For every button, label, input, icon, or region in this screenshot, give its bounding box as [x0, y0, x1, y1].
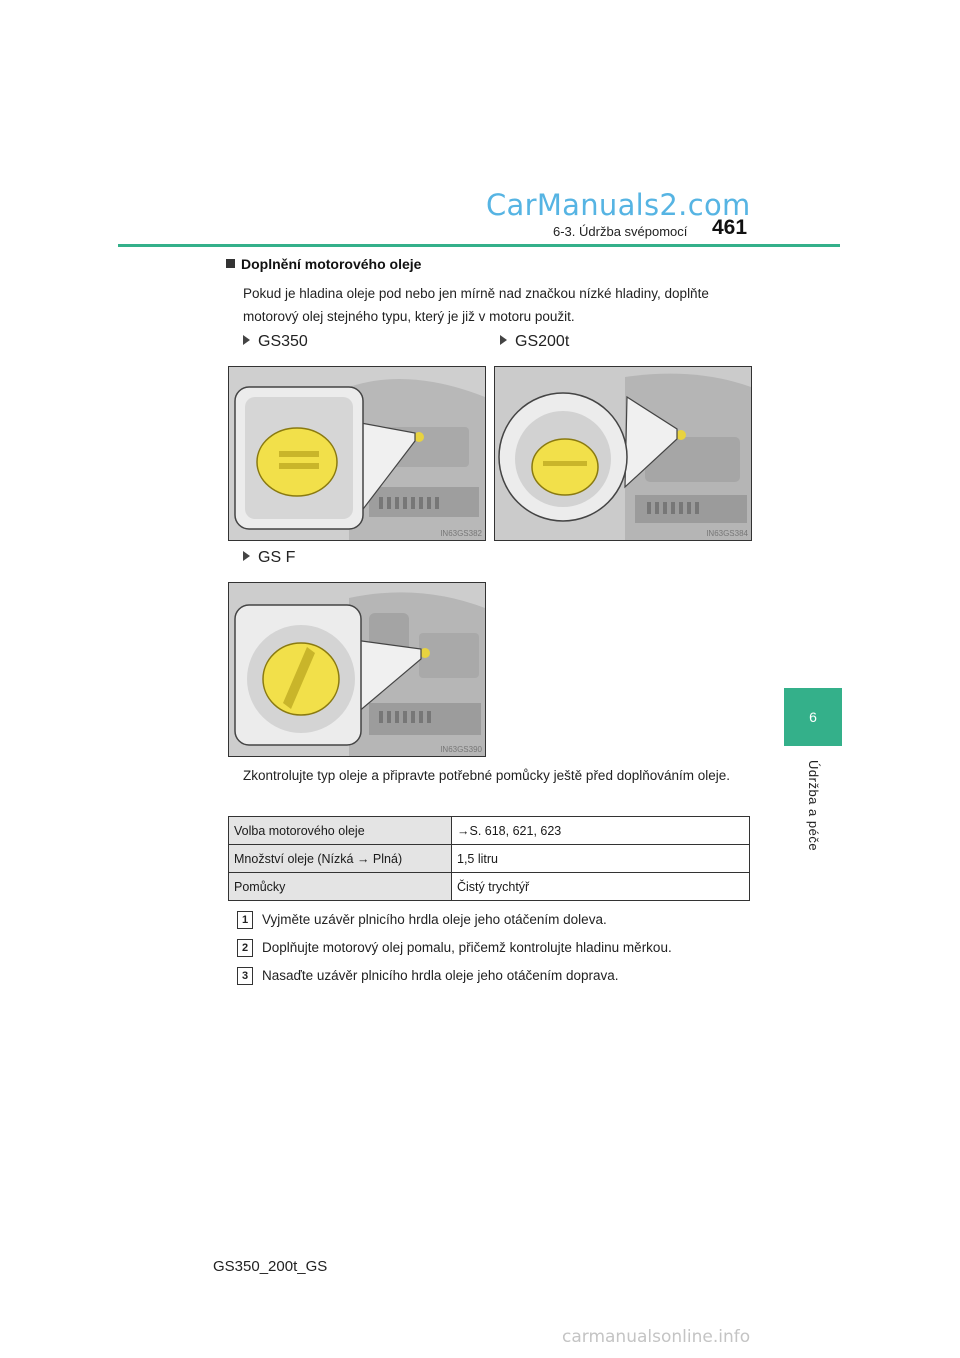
variant-label: GS200t: [515, 333, 570, 350]
photo-gsf: [228, 582, 486, 757]
heading-text: Doplnění motorového oleje: [241, 256, 422, 272]
step-3: [237, 967, 619, 985]
variant-label: GS350: [258, 333, 308, 350]
watermark-bottom: carmanualsonline.info: [562, 1327, 751, 1347]
engine-bay-illustration: [229, 367, 485, 540]
variant-gs200t: [500, 333, 569, 351]
table-value: Čistý trychtýř: [452, 873, 750, 901]
photo-gs350: [228, 366, 486, 541]
figure-code: IN63GS384: [706, 529, 748, 538]
section-heading: [226, 256, 421, 272]
chapter-label: Údržba a péče: [806, 760, 821, 852]
triangle-bullet-icon: [243, 551, 250, 561]
step-1: [237, 911, 607, 929]
page-number: 461: [712, 216, 748, 239]
variant-label: GS F: [258, 549, 296, 566]
table-value: →S. 618, 621, 623: [452, 817, 750, 845]
engine-bay-illustration: [229, 583, 485, 756]
header-rule: [118, 244, 840, 247]
step-number: 2: [237, 939, 253, 957]
step-text: Nasaďte uzávěr plnicího hrdla oleje jeho otáčením doprava.: [262, 968, 619, 983]
watermark-top: CarManuals2.com: [486, 188, 751, 222]
chapter-number: 6: [809, 709, 817, 725]
step-text: Vyjměte uzávěr plnicího hrdla oleje jeho otáčením doleva.: [262, 912, 607, 927]
step-text: Doplňujte motorový olej pomalu, přičemž kontrolujte hladinu měrkou.: [262, 940, 672, 955]
step-2: [237, 939, 672, 957]
triangle-bullet-icon: [243, 335, 250, 345]
intro-paragraph: Pokud je hladina oleje pod nebo jen mírně nad značkou nízké hladiny, doplňte motorový olej stejného typu, který je již v motoru použit.: [243, 286, 709, 324]
step-number: 3: [237, 967, 253, 985]
step-number: 1: [237, 911, 253, 929]
variant-gsf: [243, 549, 295, 567]
section-title: 6-3. Údržba svépomocí: [553, 224, 688, 239]
photo-gs200t: [494, 366, 752, 541]
table-row: [229, 817, 750, 845]
table-row: [229, 845, 750, 873]
figure-code: IN63GS382: [440, 529, 482, 538]
table-key: Volba motorového oleje: [229, 817, 452, 845]
table-value: 1,5 litru: [452, 845, 750, 873]
engine-bay-illustration: [495, 367, 751, 540]
footer-model-code: GS350_200t_GS: [213, 1258, 328, 1275]
square-bullet-icon: [226, 259, 235, 268]
check-paragraph: Zkontrolujte typ oleje a připravte potřebné pomůcky ještě před doplňováním oleje.: [243, 768, 731, 783]
table-row: [229, 873, 750, 901]
chapter-tab[interactable]: [784, 688, 842, 746]
table-key: Pomůcky: [229, 873, 452, 901]
triangle-bullet-icon: [500, 335, 507, 345]
table-key: Množství oleje (Nízká → Plná): [229, 845, 452, 873]
spec-table: [228, 816, 750, 901]
variant-gs350: [243, 333, 308, 351]
figure-code: IN63GS390: [440, 745, 482, 754]
